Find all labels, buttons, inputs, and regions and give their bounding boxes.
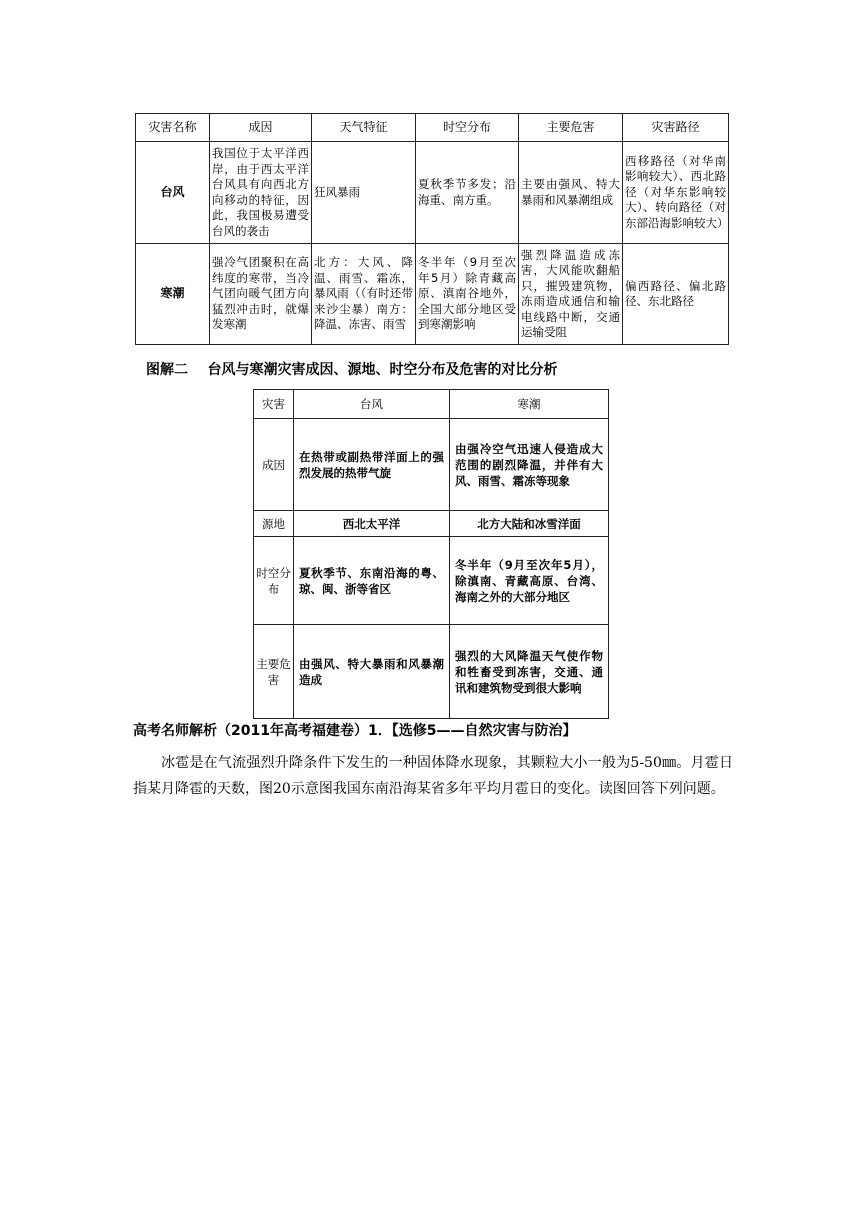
table-header-row bbox=[136, 114, 729, 142]
table-row bbox=[136, 142, 729, 244]
typhoon-coldwave-table bbox=[253, 389, 609, 719]
row-weather: 狂风暴雨 bbox=[312, 142, 416, 244]
row-label: 时空分布 bbox=[254, 537, 294, 625]
header-path: 灾害路径 bbox=[623, 114, 729, 142]
row-cold-wave: 北方大陆和冰雪洋面 bbox=[450, 511, 609, 537]
row-cause: 强冷气团聚积在高纬度的寒带，当冷气团向暖气团方向猛烈冲击时，就爆发寒潮 bbox=[210, 244, 312, 345]
row-distribution: 夏秋季节多发；沿海重、南方重。 bbox=[416, 142, 519, 244]
row-path: 西移路径（对华南影响较大）、西北路径（对华东影响较大）、转向路径（对东部沿海影响较大） bbox=[623, 142, 729, 244]
question-paragraph: 冰雹是在气流强烈升降条件下发生的一种固体降水现象，其颗粒大小一般为5-50㎜。月雹日指某月降雹的天数，图20示意图我国东南沿海某省多年平均月雹日的变化。读图回答下列问题。 bbox=[133, 755, 733, 797]
row-path: 偏西路径、偏北路径、东北路径 bbox=[623, 244, 729, 345]
row-weather: 北方：大风、降温、雨雪、霜冻，暴风雨（（有时还带来沙尘暴）南方：降温、冻害、雨雪 bbox=[312, 244, 416, 345]
row-name: 台风 bbox=[136, 142, 210, 244]
header-disaster: 灾害 bbox=[254, 390, 294, 419]
row-cold-wave: 由强冷空气迅速人侵造成大范围的剧烈降温，并伴有大风、雨雪、霜冻等现象 bbox=[450, 419, 609, 511]
row-label: 源地 bbox=[254, 511, 294, 537]
header-weather: 天气特征 bbox=[312, 114, 416, 142]
row-distribution: 冬半年（9月至次年5月）除青藏高原、滇南谷地外，全国大部分地区受到寒潮影响 bbox=[416, 244, 519, 345]
row-harm: 强烈降温造成冻害，大风能吹翻船只，摧毁建筑物，冻雨造成通信和输电线路中断，交通运输受阻 bbox=[519, 244, 623, 345]
section-heading: 高考名师解析（2011年高考福建卷）1．【选修5——自然灾害与防治】 bbox=[133, 723, 577, 739]
row-typhoon: 由强风、特大暴雨和风暴潮造成 bbox=[294, 625, 450, 719]
row-typhoon: 西北太平洋 bbox=[294, 511, 450, 537]
table-row bbox=[254, 537, 609, 625]
row-cold-wave: 冬半年（9月至次年5月），除滇南、青藏高原、台湾、海南之外的大部分地区 bbox=[450, 537, 609, 625]
table-row bbox=[254, 419, 609, 511]
disaster-comparison-table bbox=[135, 113, 729, 345]
row-label: 成因 bbox=[254, 419, 294, 511]
header-harm: 主要危害 bbox=[519, 114, 623, 142]
row-label: 主要危害 bbox=[254, 625, 294, 719]
row-typhoon: 夏秋季节、东南沿海的粤、琼、闽、浙等省区 bbox=[294, 537, 450, 625]
table-row bbox=[136, 244, 729, 345]
header-cause: 成因 bbox=[210, 114, 312, 142]
header-disaster-name: 灾害名称 bbox=[136, 114, 210, 142]
row-cause: 我国位于太平洋西岸，由于西太平洋台风具有向西北方向移动的特征，因此，我国极易遭受台风的袭击 bbox=[210, 142, 312, 244]
table-row bbox=[254, 625, 609, 719]
row-harm: 主要由强风、特大暴雨和风暴潮组成 bbox=[519, 142, 623, 244]
header-cold-wave: 寒潮 bbox=[450, 390, 609, 419]
table-row bbox=[254, 511, 609, 537]
header-typhoon: 台风 bbox=[294, 390, 450, 419]
table-header-row bbox=[254, 390, 609, 419]
figure-caption: 图解二 台风与寒潮灾害成因、源地、时空分布及危害的对比分析 bbox=[146, 362, 558, 378]
row-name: 寒潮 bbox=[136, 244, 210, 345]
header-distribution: 时空分布 bbox=[416, 114, 519, 142]
row-cold-wave: 强烈的大风降温天气使作物和牲畜受到冻害，交通、通讯和建筑物受到很大影响 bbox=[450, 625, 609, 719]
row-typhoon: 在热带或副热带洋面上的强烈发展的热带气旋 bbox=[294, 419, 450, 511]
